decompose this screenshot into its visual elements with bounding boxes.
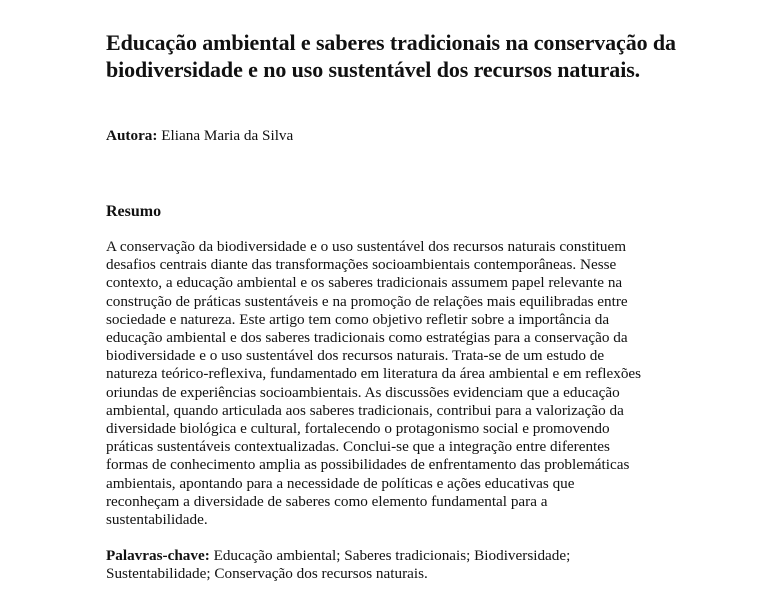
keywords-line-1 [106,547,686,565]
paper-title: Educação ambiental e saberes tradicionais na conservação da biodiversidade e no uso sustentável dos recursos naturais. [106,30,676,82]
abstract-line: sustentabilidade. [106,511,208,529]
abstract-line: desafios centrais diante das transformações socioambientais contemporâneas. Nesse [106,256,617,274]
abstract-line: A conservação da biodiversidade e o uso sustentável dos recursos naturais constituem [106,238,627,255]
keywords-text-2: Sustentabilidade; Conservação dos recursos naturais. [106,565,428,583]
abstract-line: reconheçam a diversidade de saberes como elemento fundamental para a [106,492,548,510]
abstract-text [106,238,686,529]
abstract-heading: Resumo [106,203,162,220]
keywords-block [106,547,686,583]
keywords-text-1: Educação ambiental; Saberes tradicionais; Biodiversidade; [213,547,571,564]
abstract-line: contexto, a educação ambiental e os saberes tradicionais assumem papel relevante na [106,274,623,292]
abstract-line: educação ambiental e dos saberes tradicionais como estratégias para a conservação da [106,329,628,347]
abstract-line: ambientais, apontando para a necessidade de políticas e ações educativas que [106,474,575,492]
abstract-line: práticas sustentáveis contextualizadas. Conclui-se que a integração entre diferentes [106,438,610,456]
keywords-label: Palavras-chave: [106,547,210,564]
abstract-line: oriundas de experiências socioambientais. As discussões evidenciam que a educação [106,383,620,401]
abstract-line: biodiversidade e o uso sustentável dos recursos naturais. Trata-se de um estudo de [106,347,605,365]
author-label: Autora: [106,127,158,144]
abstract-line: ambiental, quando articulada aos saberes tradicionais, contribui para a valorização da [106,401,624,419]
abstract-line: natureza teórico-reflexiva, fundamentado em literatura da área ambiental e em reflexões [106,365,642,383]
abstract-line: diversidade biológica e cultural, fortalecendo o protagonismo social e promovendo [106,420,610,438]
author-name: Eliana Maria da Silva [161,127,294,144]
author-line [106,127,293,145]
abstract-line: sociedade e natureza. Este artigo tem como objetivo refletir sobre a importância da [106,310,610,328]
abstract-line: formas de conhecimento amplia as possibilidades de enfrentamento das problemáticas [106,456,630,474]
abstract-line: construção de práticas sustentáveis e na promoção de relações mais equilibradas entre [106,292,628,310]
